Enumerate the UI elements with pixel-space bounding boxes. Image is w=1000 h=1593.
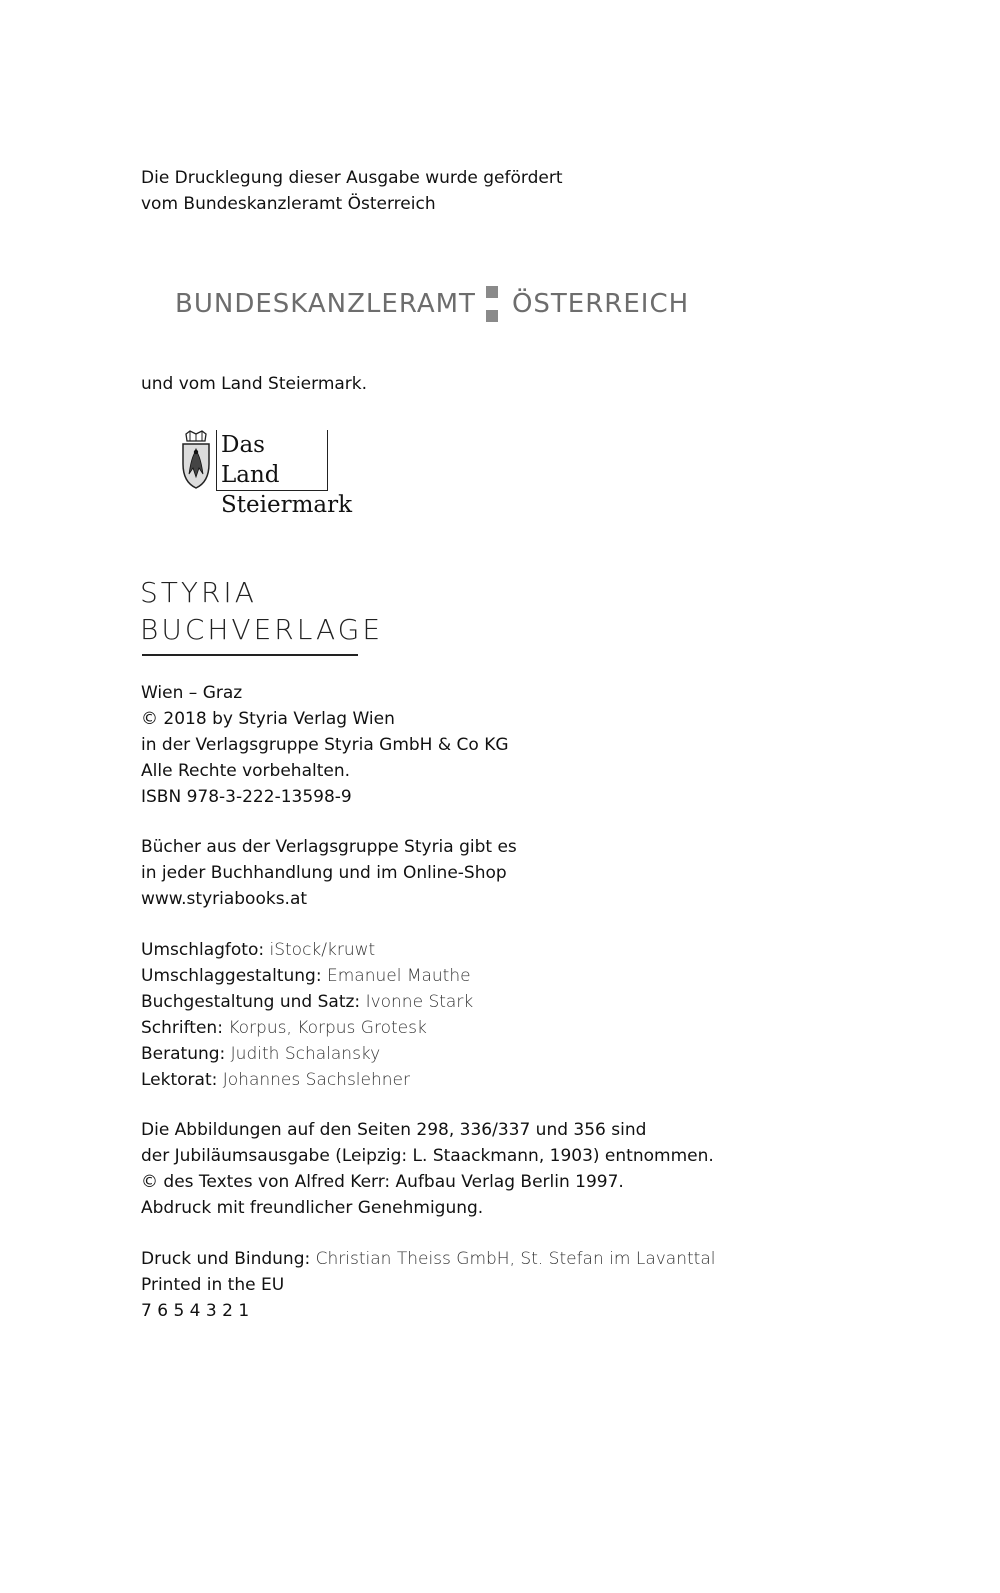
credit-line — [141, 1067, 410, 1093]
credit-line — [141, 1015, 427, 1041]
land-steiermark-logo — [180, 430, 353, 518]
imprint-line: in der Verlagsgruppe Styria GmbH & Co KG — [141, 735, 509, 755]
bka-logo-separator-icon — [486, 286, 498, 322]
print-credit-label: Druck und Bindung: — [141, 1249, 311, 1269]
intro-line-2: vom Bundeskanzleramt Österreich — [141, 194, 436, 214]
styria-logo-underline — [142, 654, 358, 656]
intro-line-1: Die Drucklegung dieser Ausgabe wurde gefördert — [141, 168, 563, 188]
imprint-line: Wien – Graz — [141, 683, 243, 703]
credit-value: iStock/kruwt — [269, 940, 376, 960]
credit-value: Ivonne Stark — [365, 992, 474, 1012]
credit-value: Johannes Sachslehner — [222, 1070, 410, 1090]
bundeskanzleramt-logo — [175, 286, 689, 322]
credit-line — [141, 989, 473, 1015]
printline-numbers: 7 6 5 4 3 2 1 — [141, 1301, 250, 1321]
credit-label: Beratung: — [141, 1044, 226, 1064]
shop-url: www.styriabooks.at — [141, 889, 308, 909]
stmk-logo-text — [216, 430, 353, 518]
printed-in-line: Printed in the EU — [141, 1275, 285, 1295]
steiermark-coat-of-arms-icon — [180, 430, 212, 492]
credit-label: Lektorat: — [141, 1070, 218, 1090]
credit-value: Judith Schalansky — [230, 1044, 381, 1064]
illustrations-line: der Jubiläumsausgabe (Leipzig: L. Staackmann, 1903) entnommen. — [141, 1146, 714, 1166]
credit-line — [141, 963, 471, 989]
illustrations-line: © des Textes von Alfred Kerr: Aufbau Verlag Berlin 1997. — [141, 1172, 624, 1192]
stmk-logo-line-2: Steiermark — [221, 492, 353, 518]
credit-line — [141, 1041, 380, 1067]
shop-line: in jeder Buchhandlung und im Online-Shop — [141, 863, 507, 883]
credit-label: Umschlagfoto: — [141, 940, 265, 960]
credit-line — [141, 937, 375, 963]
credit-label: Umschlaggestaltung: — [141, 966, 322, 986]
styria-buchverlage-logo — [140, 574, 383, 648]
imprint-line: © 2018 by Styria Verlag Wien — [141, 709, 395, 729]
bka-logo-right-text: ÖSTERREICH — [511, 289, 690, 319]
credit-label: Buchgestaltung und Satz: — [141, 992, 361, 1012]
isbn-line: ISBN 978-3-222-13598-9 — [141, 787, 352, 807]
illustrations-line: Abdruck mit freundlicher Genehmigung. — [141, 1198, 484, 1218]
imprint-line: Alle Rechte vorbehalten. — [141, 761, 351, 781]
print-credit-line — [141, 1246, 715, 1272]
styria-logo-line-2: BUCHVERLAGE — [140, 613, 384, 646]
styria-logo-line-1: STYRIA — [140, 576, 257, 609]
credit-label: Schriften: — [141, 1018, 223, 1038]
print-credit-value: Christian Theiss GmbH, St. Stefan im Lavanttal — [315, 1249, 716, 1269]
shop-line: Bücher aus der Verlagsgruppe Styria gibt es — [141, 837, 517, 857]
land-steiermark-line: und vom Land Steiermark. — [141, 374, 368, 394]
credit-value: Korpus, Korpus Grotesk — [228, 1018, 427, 1038]
bka-logo-left-text: BUNDESKANZLERAMT — [175, 289, 476, 319]
illustrations-line: Die Abbildungen auf den Seiten 298, 336/337 und 356 sind — [141, 1120, 647, 1140]
credit-value: Emanuel Mauthe — [326, 966, 471, 986]
stmk-logo-line-1: Das Land — [221, 432, 280, 488]
